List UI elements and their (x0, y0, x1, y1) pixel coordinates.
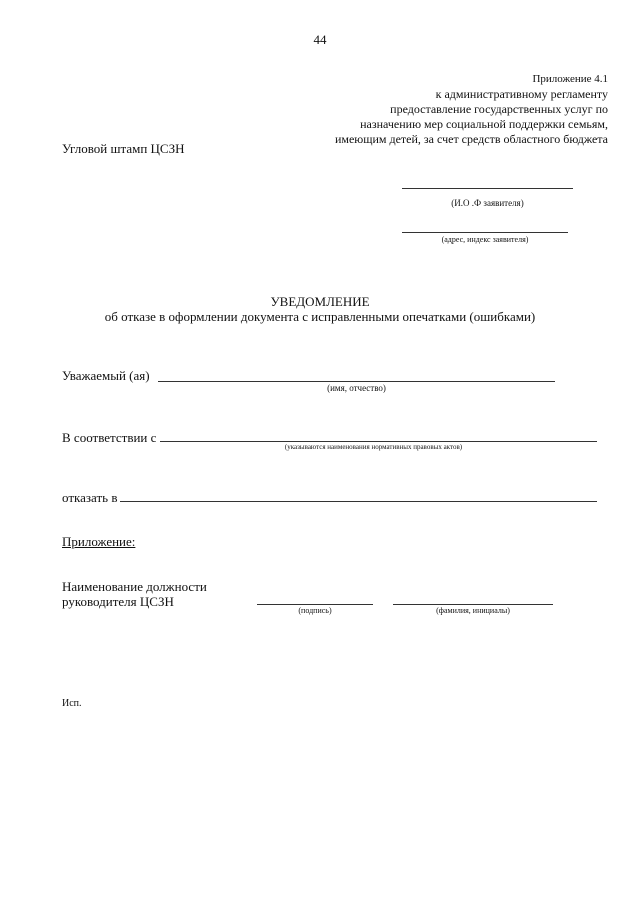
appendix-line-1: Приложение 4.1 (532, 73, 608, 85)
full-name-line[interactable] (393, 604, 553, 605)
appendix-line-3: предоставление государственных услуг по (390, 102, 608, 116)
appendix-line-4: назначению мер социальной поддержки семьям, (360, 117, 608, 131)
applicant-name-caption: (И.О .Ф заявителя) (451, 198, 524, 208)
notice-subtitle: об отказе в оформлении документа с исправленными опечатками (ошибками) (104, 309, 536, 324)
signature-caption: (подпись) (298, 606, 332, 615)
applicant-address-line[interactable] (402, 232, 568, 233)
dear-label: Уважаемый (ая) (62, 368, 150, 383)
corner-stamp: Угловой штамп ЦСЗН (62, 141, 185, 156)
accordance-caption: (указываются наименования нормативных правовых актов) (284, 443, 463, 451)
attachment-label: Приложение: (62, 534, 136, 549)
appendix-line-2: к административному регламенту (435, 87, 608, 101)
applicant-name-line[interactable] (402, 188, 573, 189)
appendix-line-5: имеющим детей, за счет средств областного бюджета (334, 132, 608, 146)
executor-label: Исп. (62, 698, 82, 709)
notice-title: УВЕДОМЛЕНИЕ (270, 294, 370, 309)
refuse-line[interactable] (120, 501, 597, 502)
full-name-caption: (фамилия, инициалы) (436, 606, 510, 615)
accordance-line[interactable] (160, 441, 597, 442)
page-number: 44 (313, 32, 327, 47)
dear-caption: (имя, отчество) (327, 383, 386, 393)
position-line-1: Наименование должности (62, 579, 207, 594)
refuse-label: отказать в (62, 490, 118, 505)
position-line-2: руководителя ЦСЗН (62, 594, 174, 609)
appendix-header (335, 72, 608, 147)
signature-line[interactable] (257, 604, 373, 605)
applicant-address-caption: (адрес, индекс заявителя) (441, 235, 529, 244)
dear-name-line[interactable] (158, 381, 555, 382)
accordance-label: В соответствии с (62, 430, 157, 445)
